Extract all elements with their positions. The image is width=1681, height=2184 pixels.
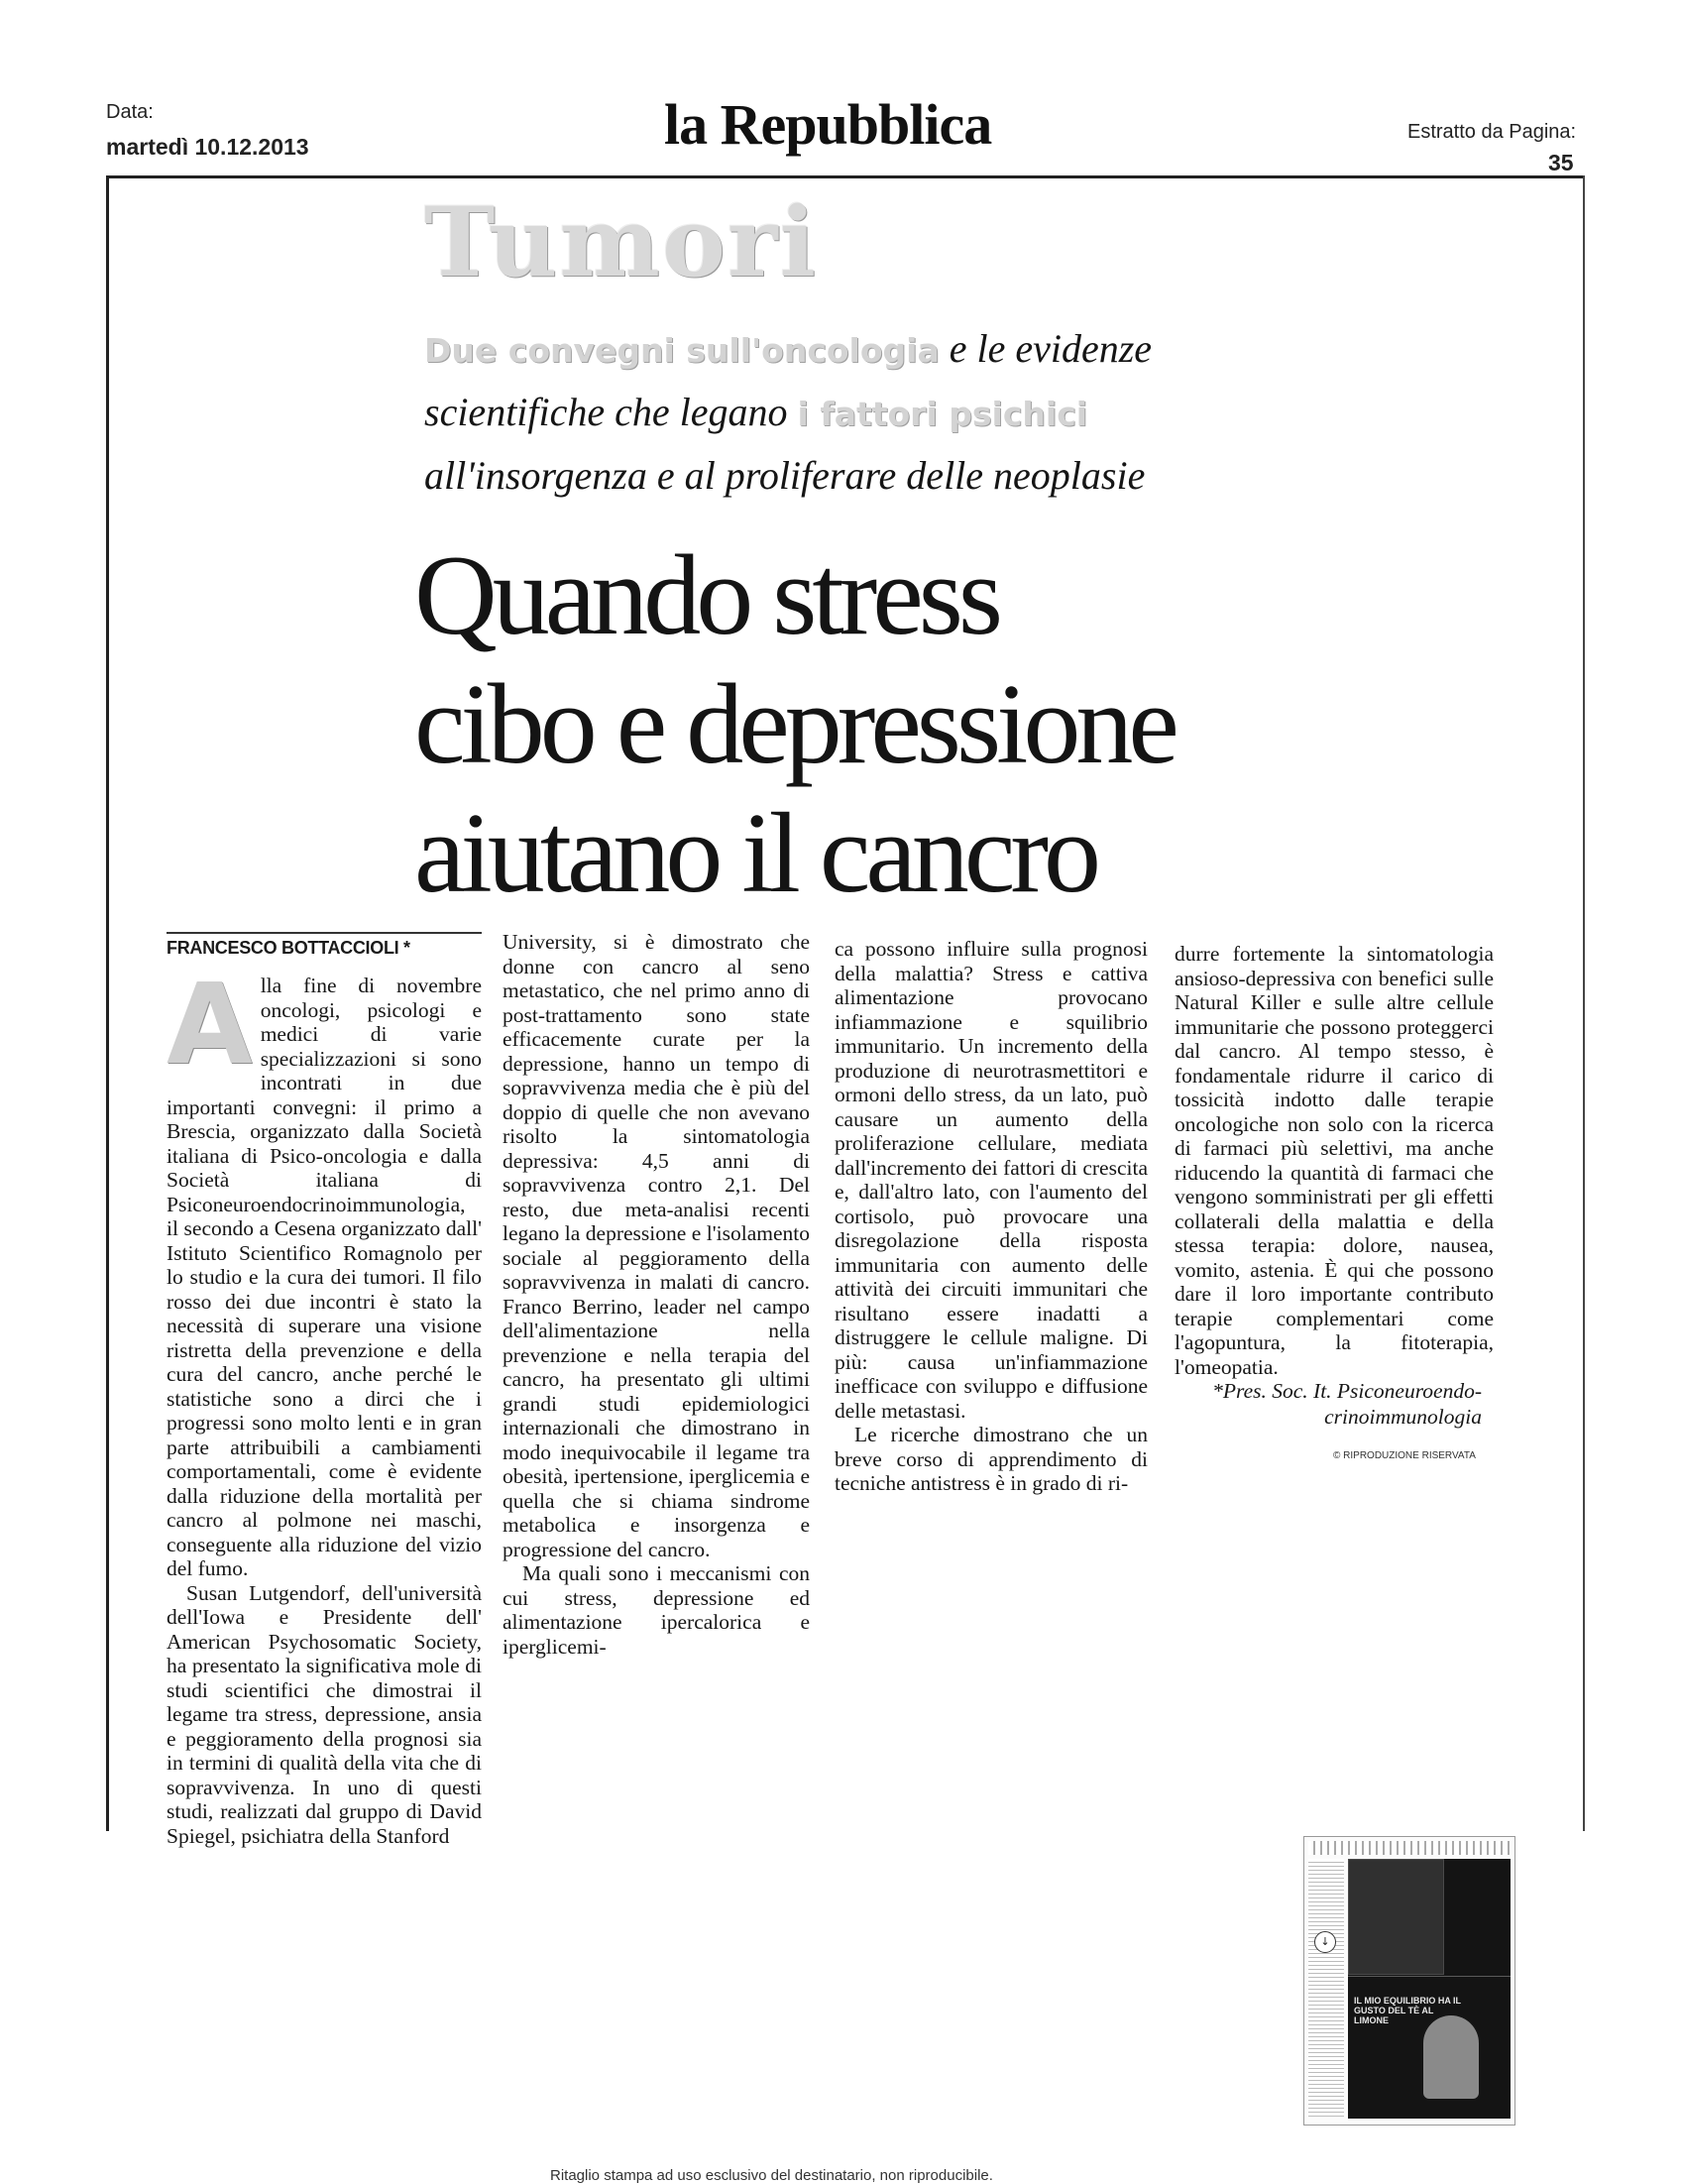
deck-text-1: e le evidenze <box>949 326 1153 371</box>
page-thumbnail <box>1303 1836 1515 2126</box>
deck-line-1 <box>424 317 1152 383</box>
column-4-paragraph-1: durre fortemente la sintomatologia ansioso-depressiva con benefici sulle Natural Killer e sulle altre cellule immunitarie che possono proteggerci dal cancro. Al tempo stesso, è fondamentale ridurre il carico di tossicità indotto dalle terapie oncologiche non solo con la ricerca di farmaci più selettivi, ma anche riducendo la quantità di farmaci che vengono somministrati per gli effetti collaterali della malattia e della stessa terapia: dolore, nausea, vomito, astenia. È qui che possono dare il loro importante contributo terapie complementari come l'agopuntura, la fitoterapia, l'omeopatia. <box>1175 942 1494 1379</box>
column-3-paragraph-2: Le ricerche dimostrano che un breve corso di apprendimento di tecniche antistress è in grado di ri- <box>835 1423 1148 1495</box>
footer-note: Ritaglio stampa ad uso esclusivo del destinatario, non riproducibile. <box>550 2167 993 2184</box>
signature-line-2: crinoimmunologia <box>1324 1405 1482 1429</box>
thumbnail-text-column <box>1308 1859 1344 2119</box>
byline: FRANCESCO BOTTACCIOLI * <box>167 938 410 958</box>
article-column-4 <box>1175 942 1494 1379</box>
page-number: 35 <box>1548 150 1574 175</box>
column-2-paragraph-2: Ma quali sono i meccanismi con cui stress, depressione ed alimentazione ipercalorica e iperglicemi- <box>503 1561 810 1659</box>
deck-highlight-1: Due convegni sull'oncologia <box>424 331 940 370</box>
author-signature <box>1130 1378 1482 1430</box>
column-1-paragraph-1 <box>167 961 482 1581</box>
column-1-paragraph-1-text: lla fine di novembre oncologi, psicologi e medici di varie specializzazioni si sono incontrati in due importanti convegni: il primo a Brescia, organizzato dalla Società italiana di Psico-oncologia e dalla Società italiana di Psiconeuroendocrinoimmunologia, il secondo a Cesena organizzato dall' Istituto Scientifico Romagnolo per lo studio e la cura dei tumori. Il filo rosso dei due incontri è stato la necessità di superare una visione ristretta della prevenzione e della cura del cancro, anche perché le statistiche sono a dirci che i progressi sono molto lenti e in gran parte attribuibili a cambiamenti comportamentali, come è evidente dalla riduzione della mortalità per cancro al polmone nei maschi, conseguente alla riduzione del vizio del fumo. <box>167 974 482 1580</box>
deck-text-2: scientifiche che legano <box>424 390 788 434</box>
column-1-paragraph-2: Susan Lutgendorf, dell'università dell'Iowa e Presidente dell' American Psychosomatic Society, ha presentato la significativa mole di studi scientifici che dimostrai il legame tra stress, depressione, ansia e peggioramento della prognosi sia in termini di qualità della vita che di sopravvivenza. In uno di questi studi, realizzati dal gruppo di David Spiegel, psichiatra della Stanford <box>167 1580 482 1848</box>
thumbnail-down-arrow-icon: ↓ <box>1314 1931 1336 1953</box>
page-label: Estratto da Pagina: <box>1407 121 1577 143</box>
headline-line-1: Quando stress <box>414 532 999 659</box>
article-column-1 <box>167 961 482 1848</box>
signature-line-1: *Pres. Soc. It. Psiconeuroendo- <box>1212 1379 1482 1403</box>
deck-line-3: all'insorgenza e al proliferare delle neoplasie <box>424 453 1146 498</box>
headline-line-3: aiutano il cancro <box>414 790 1096 917</box>
thumbnail-divider <box>1348 1976 1511 1977</box>
newspaper-masthead: la Repubblica <box>664 92 992 157</box>
article-frame-top-rule <box>106 175 1583 178</box>
drop-cap: A <box>167 961 253 1090</box>
section-kicker: Tumori <box>424 186 819 298</box>
column-3-paragraph-1: ca possono influire sulla prognosi della malattia? Stress e cattiva alimentazione provocano infiammazione e squilibrio immunitario. Un incremento della produzione di neurotrasmettitori e ormoni dello stress, da un lato, può causare un aumento della proliferazione cellulare, mediata dall'incremento dei fattori di crescita e, dall'altro lato, con l'aumento del cortisolo, può provocare una disregolazione della risposta immunitaria con aumento delle attività dei circuiti immunitari che risultano essere inadatti a distruggere le cellule maligne. Di più: causa un'infiammazione inefficace con sviluppo e diffusione delle metastasi. <box>835 937 1148 1423</box>
column-2-paragraph-1: University, si è dimostrato che donne con cancro al seno metastatico, che nel primo anno di post-trattamento sono state efficacemente curate per la depressione, hanno un tempo di sopravvivenza media che è più del doppio di quelle che non avevano risolto la sintomatologia depressiva: 4,5 anni di sopravvivenza contro 2,1. Del resto, due meta-analisi recenti legano la depressione e l'isolamento sociale al peggioramento della sopravvivenza in malati di cancro. Franco Berrino, leader nel campo dell'alimentazione nella prevenzione e nella terapia del cancro, ha presentato gli ultimi grandi studi epidemiologici internazionali che dimostrano in modo inequivocabile il legame tra obesità, ipertensione, iperglicemia e quella che si chiama sindrome metabolica e insorgenza e progressione del cancro. <box>503 930 810 1561</box>
byline-rule <box>167 932 482 934</box>
thumbnail-advert-panel <box>1348 1859 1444 1975</box>
thumbnail-advert-portrait <box>1423 2015 1479 2099</box>
date-label: Data: <box>106 101 154 123</box>
deck-highlight-2: i fattori psichici <box>797 395 1088 433</box>
deck-line-2 <box>424 381 1087 446</box>
article-column-2 <box>503 930 810 1659</box>
date-value: martedì 10.12.2013 <box>106 134 309 160</box>
article-frame-left-rule <box>106 175 109 1831</box>
headline-line-2: cibo e depressione <box>414 661 1175 788</box>
thumbnail-header <box>1308 1841 1511 1855</box>
thumbnail-advert-text: IL MIO EQUILIBRIO HA IL GUSTO DEL TÈ AL LIMONE <box>1354 1996 1461 2025</box>
article-column-3 <box>835 937 1148 1496</box>
article-frame-right-rule <box>1583 175 1585 1831</box>
copyright-notice: © RIPRODUZIONE RISERVATA <box>1333 1450 1476 1461</box>
